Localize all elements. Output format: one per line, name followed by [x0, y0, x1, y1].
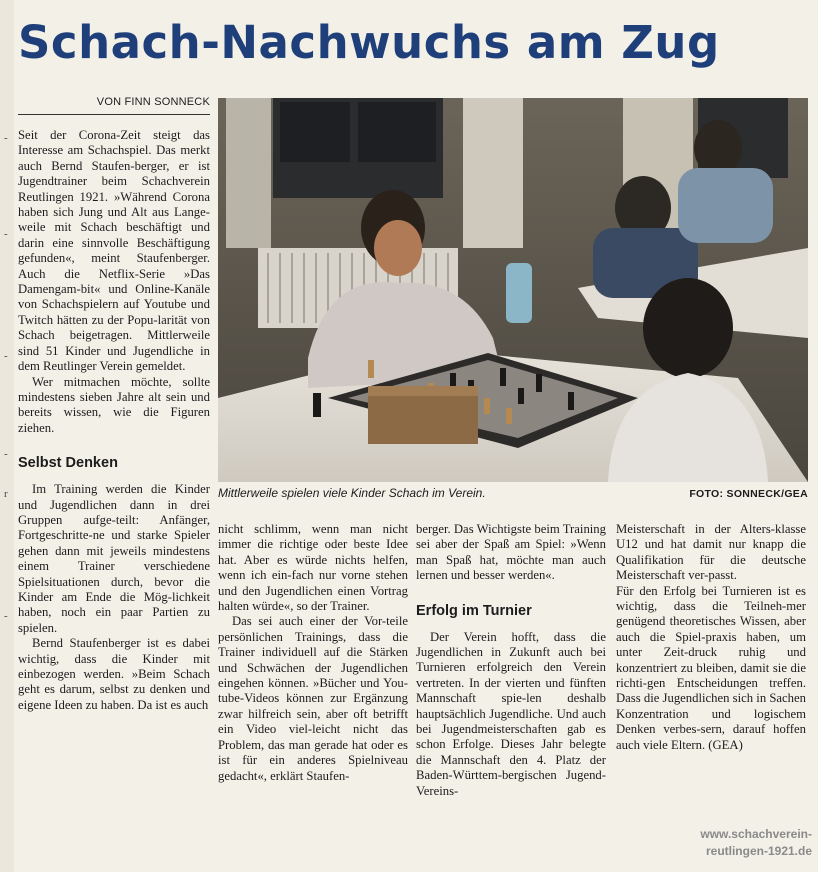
- paragraph: Der Verein hofft, dass die Jugendlichen in Zukunft auch bei Turnieren erfolgreich den Verein vertreten. In der vierten und fünften Mannschaft spie-len deshalb hauptsächlich Jugendliche. Und auch bei Jugendmeisterschaften gab es schon Erfolge. Dieses Jahr belegte die Mannschaft den 4. Platz der Baden-Württem-bergischen Jugend-Vereins-: [416, 629, 606, 798]
- article-column-3: [416, 522, 606, 799]
- paragraph: Seit der Corona-Zeit steigt das Interesse am Schachspiel. Das merkt auch Bernd Staufen-berger, er ist Jugendtrainer beim Schachverein Reutlingen 1921. »Während Corona haben sich Jung und Alt aus Lange-weile mit Schach beschäftigt und darin eine sinnvolle Beschäftigung gefunden«, meint Staufenberger. Auch die Netflix-Serie »Das Damengam-bit« und Online-Kanäle von Schachspielern auf Youtube und Twitch hätten zu der Popu-larität von Schach beigetragen. Mittlerweile sind 51 Kinder und Jugendliche in dem Reutlinger Verein gemeldet.: [18, 128, 210, 374]
- article-column-1: [18, 128, 210, 713]
- paragraph: Für den Erfolg bei Turnieren ist es wichtig, dass die Teilneh-mer genügend theoretisches Wissen, aber auch die Spiel-praxis haben, um unter Zeit-druck ruhig und konzentriert zu bleiben, damit sie die richti-gen Entscheidungen treffen. Dass die Jugendlichen sich in Sachen Konzentration und logischem Denken verbes-sern, darauf hoffen auch viele Eltern. (GEA): [616, 583, 806, 752]
- margin-mark: -: [4, 610, 8, 622]
- margin-mark: -: [4, 350, 8, 362]
- article-column-4: [616, 522, 806, 753]
- scan-edge: [0, 0, 14, 872]
- website-url[interactable]: [664, 826, 812, 860]
- paragraph: Das sei auch einer der Vor-teile persönlichen Trainings, dass die Trainer individuell auf die Stärken und Schwächen der Jugendlichen eingehen können. »Bücher und You-tube-Videos können zur Ergänzung zwar hilfreich sein, aber oft betrifft ein Video viel-leicht nicht das Problem, das man gerade hat oder es ist für ein anderes Spielniveau gedacht«, erklärt Staufen-: [218, 614, 408, 783]
- margin-mark: -: [4, 228, 8, 240]
- margin-mark: r: [4, 488, 8, 500]
- paragraph: Meisterschaft in der Alters-klasse U12 und hat damit nur knapp die Qualifikation für die deutsche Meisterschaft ver-passt.: [616, 522, 806, 583]
- section-heading: Erfolg im Turnier: [416, 602, 532, 619]
- paragraph: berger. Das Wichtigste beim Training sei aber der Spaß am Spiel: »Wenn man Spaß hat, möchte man auch lernen und besser werden«.: [416, 522, 606, 583]
- paragraph: Im Training werden die Kinder und Jugendlichen dann in drei Gruppen aufge-teilt: Anfänger, Fortgeschritte-ne und starke Spieler gehen dann mit jeweils mindestens einem Trainer verschiedene Spielsituationen durch, bevor die Kinder am Ende die Mög-lichkeit haben, noch ein paar Partien zu spielen.: [18, 482, 210, 635]
- photo-credit: FOTO: SONNECK/GEA: [689, 488, 808, 500]
- paragraph: Wer mitmachen möchte, sollte mindestens sieben Jahre alt sein und bereits wissen, wie die Figuren ziehen.: [18, 374, 210, 435]
- paragraph: nicht schlimm, wenn man nicht immer die richtige oder beste Idee hat. Aber es würde nichts helfen, wenn ich ein-fach nur vorne stehen und den Jugendlichen einen Vortrag halten würde«, so der Trainer.: [218, 522, 408, 614]
- paragraph: Bernd Staufenberger ist es dabei wichtig, dass die Kinder mit einbezogen werden. »Beim Schach geht es darum, selbst zu denken und eigene Ideen zu haben. Da ist es auch: [18, 636, 210, 712]
- url-line: reutlingen-1921.de: [705, 844, 812, 858]
- margin-mark: -: [4, 132, 8, 144]
- section-heading: Selbst Denken: [18, 455, 118, 472]
- margin-mark: -: [4, 448, 8, 460]
- article-photo: [218, 98, 808, 482]
- photo-caption: Mittlerweile spielen viele Kinder Schach im Verein.: [218, 486, 486, 500]
- headline: Schach-Nachwuchs am Zug: [18, 16, 720, 69]
- chess-players-photo: [218, 98, 808, 482]
- byline: VON FINN SONNECK: [18, 96, 210, 115]
- url-line: www.schachverein-: [700, 827, 812, 841]
- article-column-2: [218, 522, 408, 784]
